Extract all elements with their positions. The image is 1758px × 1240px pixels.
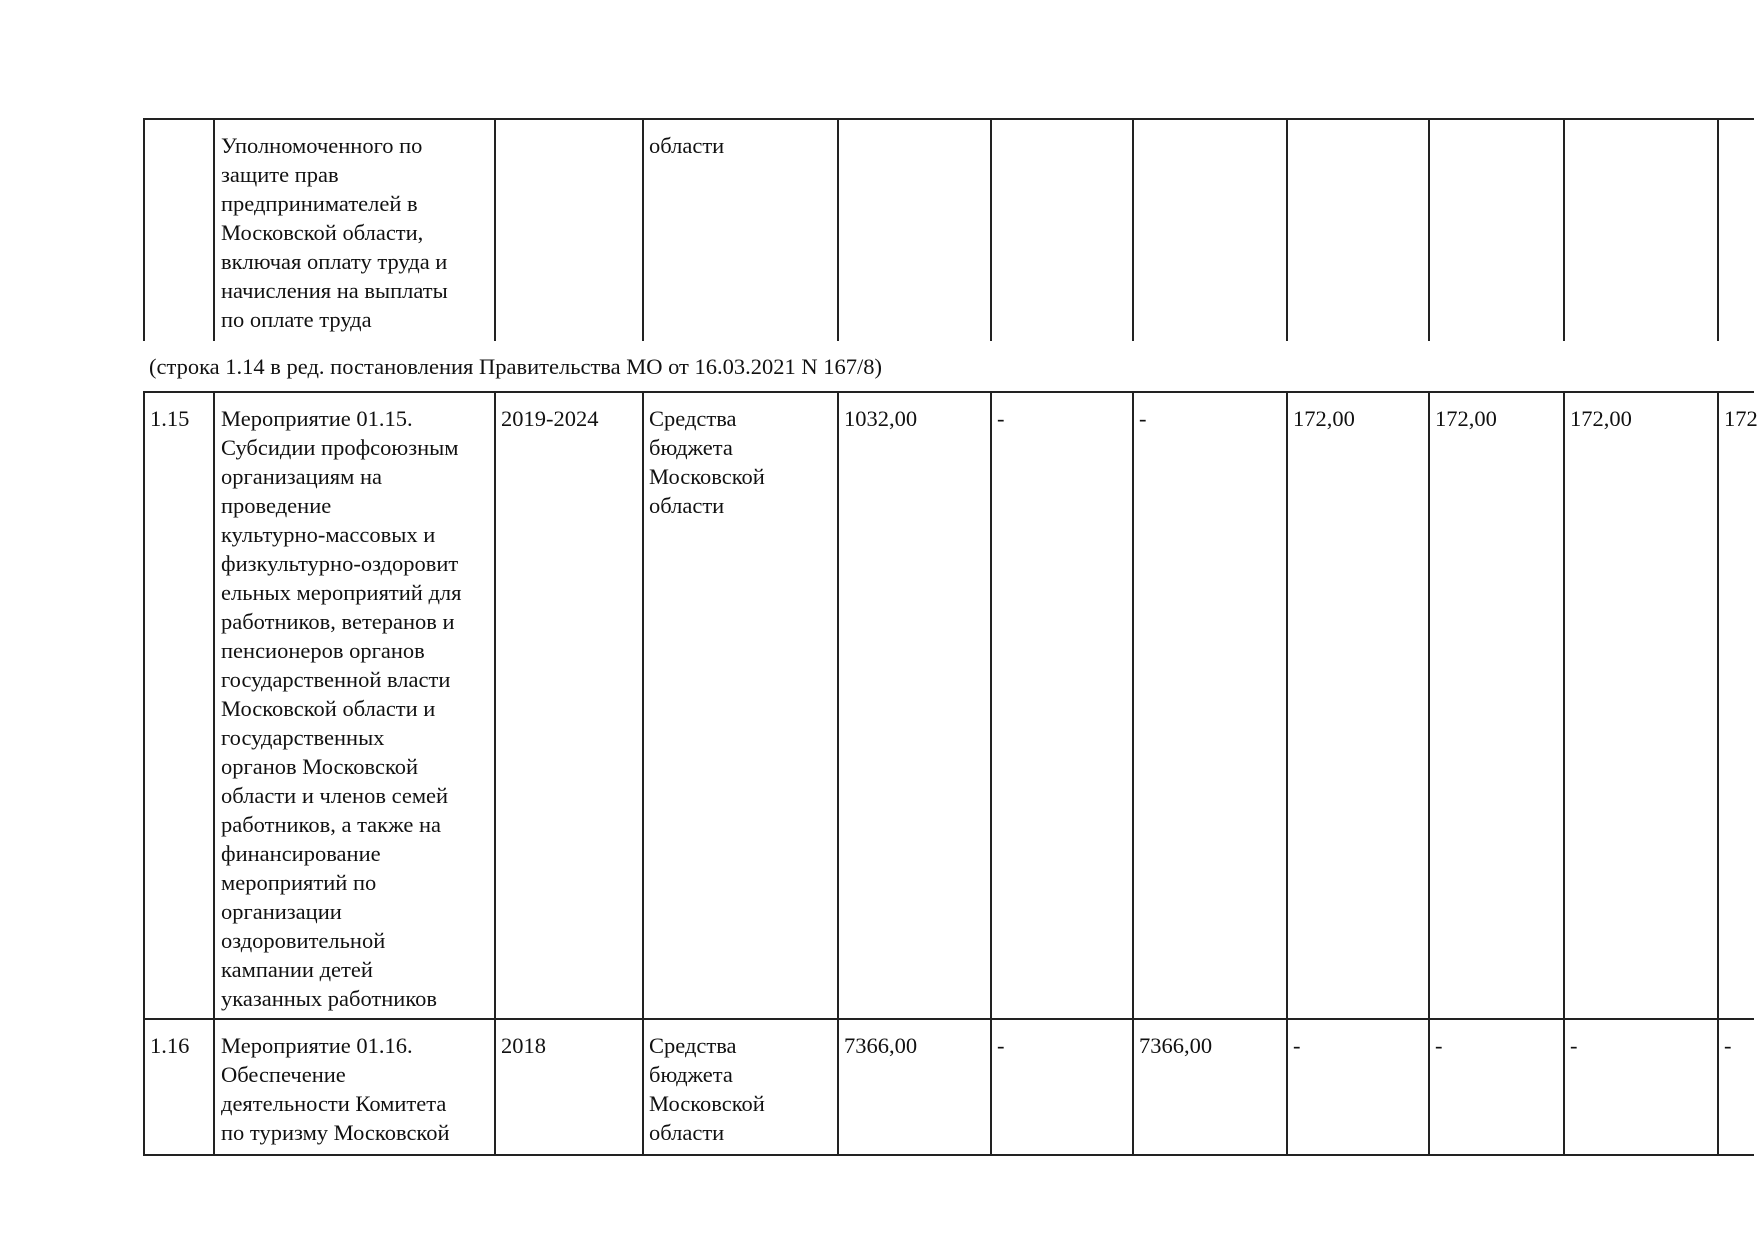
cell-line: работников, а также на xyxy=(221,812,441,837)
cell-line: Средства xyxy=(649,406,737,431)
cell-line: указанных работников xyxy=(221,986,437,1011)
cell-line: Уполномоченного по xyxy=(221,133,423,158)
col-border xyxy=(1286,118,1288,341)
cell-line: по туризму Московской xyxy=(221,1120,450,1145)
row-1-16-year-value: - xyxy=(1570,1033,1578,1058)
cell-line: организации xyxy=(221,899,342,924)
cell-line: Обеспечение xyxy=(221,1062,346,1087)
cell-line: начисления на выплаты xyxy=(221,278,448,303)
col-border xyxy=(1132,391,1134,1155)
col-border xyxy=(143,391,145,1155)
row-1-16-year-value: 7366,00 xyxy=(1139,1033,1213,1058)
cell-line: организациям на xyxy=(221,464,382,489)
col-border xyxy=(494,118,496,341)
cell-line: области xyxy=(649,493,725,518)
row-1-15-total: 1032,00 xyxy=(844,406,918,431)
col-border xyxy=(837,118,839,341)
row-1-16-year-value: - xyxy=(997,1033,1005,1058)
cell-line: проведение xyxy=(221,493,332,518)
row-1-15-source-cell xyxy=(649,404,765,520)
cell-line: деятельности Комитета xyxy=(221,1091,447,1116)
col-border xyxy=(1717,118,1719,341)
cell-line: органов Московской xyxy=(221,754,419,779)
row-1-15-year-value: 172,00 xyxy=(1570,406,1632,431)
row-1-15-name-cell xyxy=(221,404,461,1013)
row-1-15-year-value: 172,00 xyxy=(1435,406,1497,431)
cell-line: Мероприятие 01.16. xyxy=(221,1033,413,1058)
cell-line: области и членов семей xyxy=(221,783,449,808)
col-border xyxy=(642,391,644,1155)
row-1-15-year-value: - xyxy=(997,406,1005,431)
cell-line: по оплате труда xyxy=(221,307,372,332)
table-top-border xyxy=(143,118,1754,120)
row-1-14-source-cell: области xyxy=(649,133,725,158)
row-1-16-years: 2018 xyxy=(501,1033,546,1058)
cell-line: Московской области и xyxy=(221,696,436,721)
cell-line: Московской области, xyxy=(221,220,424,245)
cell-line: финансирование xyxy=(221,841,381,866)
col-border xyxy=(1717,391,1719,1155)
row-1-15-year-value: 172 xyxy=(1724,406,1758,431)
cell-line: оздоровительной xyxy=(221,928,386,953)
cell-line: предпринимателей в xyxy=(221,191,418,216)
col-border xyxy=(494,391,496,1155)
row-1-15-years: 2019-2024 xyxy=(501,406,599,431)
row-1-15-top-border xyxy=(143,391,1754,393)
cell-line: работников, ветеранов и xyxy=(221,609,455,634)
table-bottom-border xyxy=(143,1154,1754,1156)
col-border xyxy=(990,118,992,341)
row-1-16-year-value: - xyxy=(1293,1033,1301,1058)
col-border xyxy=(837,391,839,1155)
col-border xyxy=(213,118,215,341)
cell-line: области xyxy=(649,1120,725,1145)
row-1-15-year-value: 172,00 xyxy=(1293,406,1355,431)
cell-line: Московской xyxy=(649,1091,765,1116)
col-border xyxy=(990,391,992,1155)
row-1-16-number: 1.16 xyxy=(150,1033,190,1058)
row-1-15-year-value: - xyxy=(1139,406,1147,431)
row-1-14-name-cell xyxy=(221,131,448,334)
col-border xyxy=(143,118,145,341)
cell-line: культурно-массовых и xyxy=(221,522,436,547)
cell-line: ельных мероприятий для xyxy=(221,580,462,605)
cell-line: кампании детей xyxy=(221,957,373,982)
row-1-16-year-value: - xyxy=(1435,1033,1443,1058)
cell-line: Московской xyxy=(649,464,765,489)
cell-line: бюджета xyxy=(649,1062,733,1087)
cell-line: защите прав xyxy=(221,162,339,187)
col-border xyxy=(213,391,215,1155)
row-1-16-total: 7366,00 xyxy=(844,1033,918,1058)
row-1-16-source-cell xyxy=(649,1031,765,1147)
row-1-15-number: 1.15 xyxy=(150,406,190,431)
col-border xyxy=(1286,391,1288,1155)
cell-line: бюджета xyxy=(649,435,733,460)
cell-line: пенсионеров органов xyxy=(221,638,425,663)
row-1-16-year-value: - xyxy=(1724,1033,1732,1058)
cell-line: мероприятий по xyxy=(221,870,377,895)
cell-line: Субсидии профсоюзным xyxy=(221,435,459,460)
col-border xyxy=(1563,391,1565,1155)
cell-line: включая оплату труда и xyxy=(221,249,448,274)
col-border xyxy=(642,118,644,341)
col-border xyxy=(1428,118,1430,341)
cell-line: Средства xyxy=(649,1033,737,1058)
row-1-16-name-cell xyxy=(221,1031,450,1147)
cell-line: физкультурно-оздоровит xyxy=(221,551,459,576)
row-1-16-top-border xyxy=(143,1018,1754,1020)
col-border xyxy=(1428,391,1430,1155)
cell-line: государственных xyxy=(221,725,385,750)
cell-line: Мероприятие 01.15. xyxy=(221,406,413,431)
col-border xyxy=(1132,118,1134,341)
amendment-note: (строка 1.14 в ред. постановления Правительства МО от 16.03.2021 N 167/8) xyxy=(149,354,882,379)
cell-line: государственной власти xyxy=(221,667,451,692)
col-border xyxy=(1563,118,1565,341)
